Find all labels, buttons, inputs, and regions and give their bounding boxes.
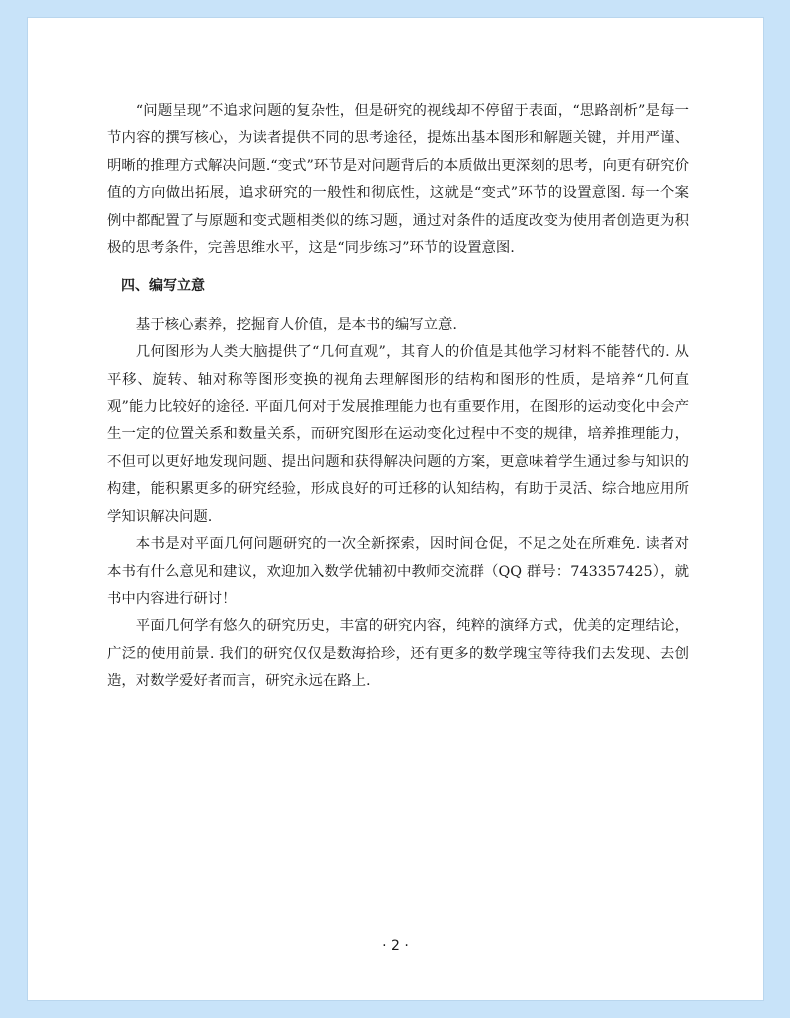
- paragraph: 本书是对平面几何问题研究的一次全新探索，因时间仓促，不足之处在所难免. 读者对本书有什么意见和建议，欢迎加入数学优辅初中教师交流群（QQ 群号：743357425），就书中内容进行研讨！: [107, 536, 689, 607]
- page-content: [107, 98, 689, 696]
- paragraph: 平面几何学有悠久的研究历史，丰富的研究内容，纯粹的演绎方式，优美的定理结论，广泛的使用前景. 我们的研究仅仅是数海拾珍，还有更多的数学瑰宝等待我们去发现、去创造，对数学爱好者而言，研究永远在路上.: [107, 618, 689, 690]
- section-heading: 四、编写立意: [121, 278, 205, 295]
- page-number: · 2 ·: [382, 938, 409, 954]
- paragraph: 几何图形为人类大脑提供了“几何直观”，其育人的价值是其他学习材料不能替代的. 从平移、旋转、轴对称等图形变换的视角去理解图形的结构和图形的性质，是培养“几何直观”能力比较好的途径. 平面几何对于发展推理能力也有重要作用，在图形的运动变化中会产生一定的位置关系和数量关系，而研究图形在运动变化过程中不变的规律，培养推理能力，不但可以更好地发现问题、提出问题和获得解决问题的方案，更意味着学生通过参与知识的构建，能积累更多的研究经验，形成良好的可迁移的认知结构，有助于灵活、综合地应用所学知识解决问题.: [107, 344, 689, 525]
- paragraph: 基于核心素养，挖掘育人价值，是本书的编写立意.: [135, 316, 457, 333]
- paragraph: “问题呈现”不追求问题的复杂性，但是研究的视线却不停留于表面，“思路剖析”是每一节内容的撰写核心，为读者提供不同的思考途径，提炼出基本图形和解题关键，并用严谨、明晰的推理方式解决问题.“变式”环节是对问题背后的本质做出更深刻的思考，向更有研究价值的方向做出拓展，追求研究的一般性和彻底性，这就是“变式”环节的设置意图. 每一个案例中都配置了与原题和变式题相类似的练习题，通过对条件的适度改变为使用者创造更为积极的思考条件，完善思维水平，这是“同步练习”环节的设置意图.: [107, 103, 689, 257]
- document-page: [28, 18, 763, 1000]
